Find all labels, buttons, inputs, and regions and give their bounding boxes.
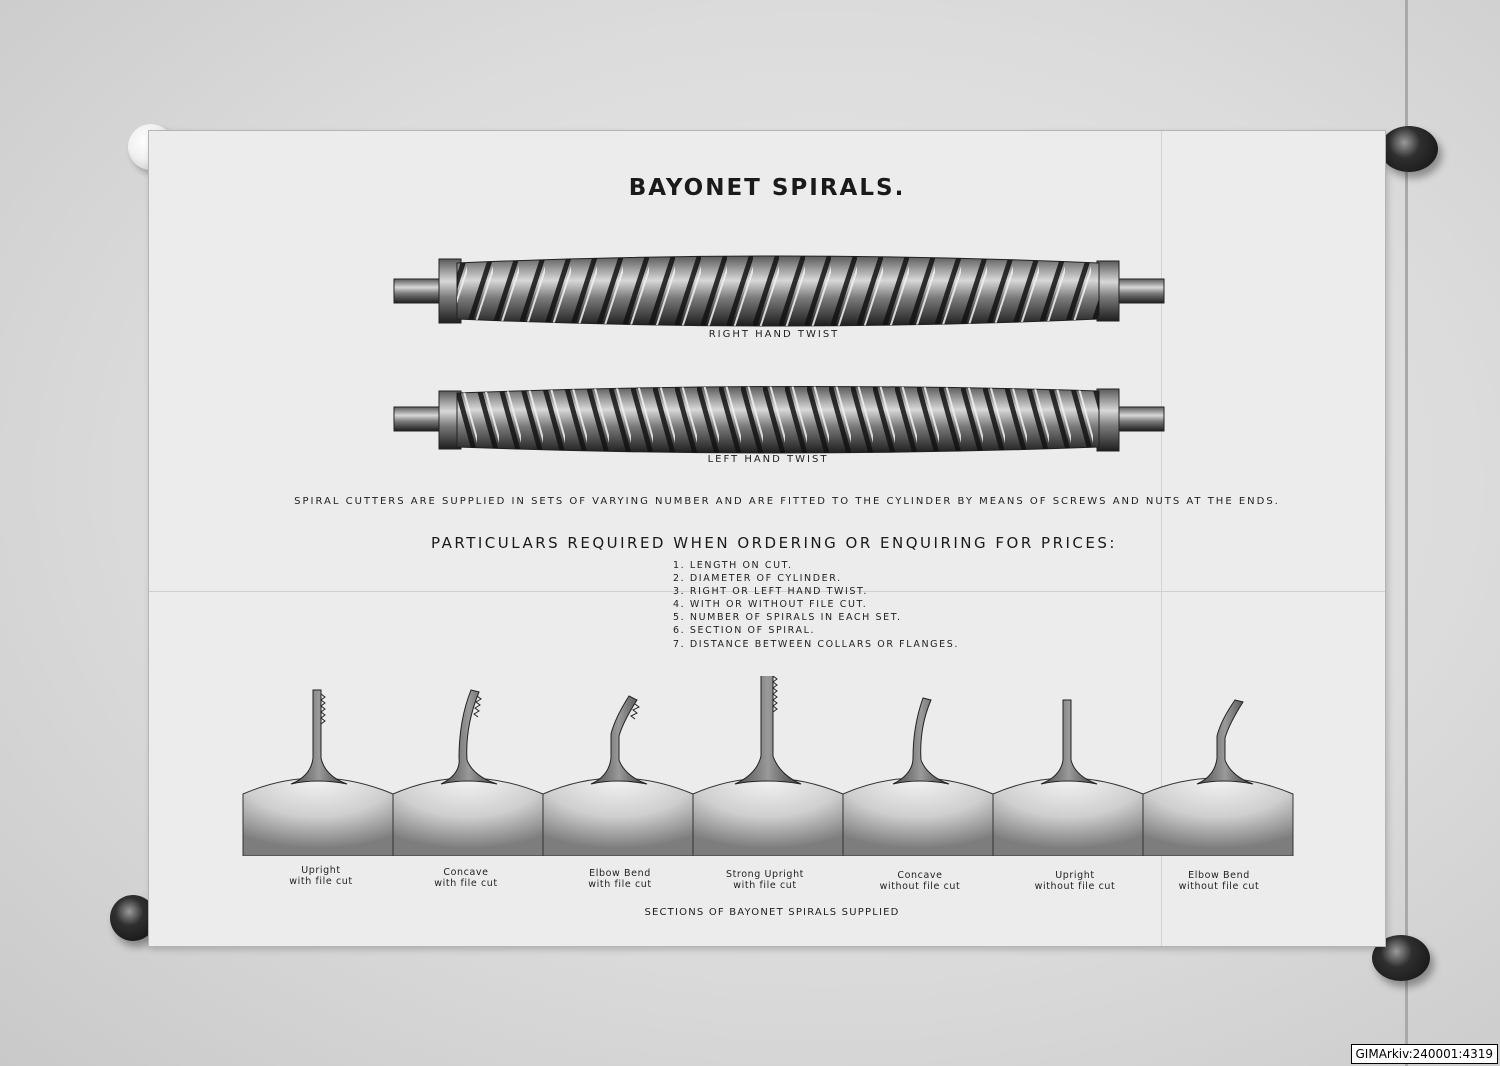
section-elbow-bend-with-file-cut: [543, 696, 693, 856]
section-label: Upright without file cut: [1034, 870, 1116, 892]
section-label: Strong Upright with file cut: [725, 869, 805, 891]
section-label: Concave without file cut: [879, 870, 961, 892]
list-item: 4. WITH OR WITHOUT FILE CUT.: [673, 599, 868, 611]
list-item: 7. DISTANCE BETWEEN COLLARS OR FLANGES.: [673, 638, 959, 650]
list-item: 3. RIGHT OR LEFT HAND TWIST.: [673, 586, 868, 598]
list-item: 1. LENGTH ON CUT.: [673, 560, 793, 571]
list-item: 6. SECTION OF SPIRAL.: [673, 625, 816, 637]
fitting-note: SPIRAL CUTTERS ARE SUPPLIED IN SETS OF VARYING NUMBER AND ARE FITTED TO THE CYLINDER BY MEANS OF SCREWS AND NUTS AT THE ENDS.: [294, 496, 1280, 507]
section-upright-with-file-cut: [243, 690, 393, 856]
section-label: Concave with file cut: [434, 867, 498, 889]
archive-id-label: GIMArkiv:240001:4319: [1351, 1044, 1499, 1064]
section-strong-upright-with-file-cut: [693, 676, 843, 856]
particulars-heading: PARTICULARS REQUIRED WHEN ORDERING OR ENQUIRING FOR PRICES:: [431, 534, 1117, 552]
section-concave-with-file-cut: [393, 690, 543, 856]
section-elbow-bend-without-file-cut: [1143, 700, 1293, 856]
sections-footer-caption: SECTIONS OF BAYONET SPIRALS SUPPLIED: [644, 907, 900, 918]
section-label: Elbow Bend with file cut: [588, 868, 652, 890]
left-hand-twist-caption: LEFT HAND TWIST: [707, 454, 829, 465]
right-hand-twist-illustration: [389, 251, 1169, 331]
section-concave-without-file-cut: [843, 698, 993, 856]
push-pin-top-right: [1380, 126, 1438, 172]
left-hand-twist-illustration: [389, 381, 1169, 461]
poster-title: BAYONET SPIRALS.: [628, 175, 906, 201]
section-label: Elbow Bend without file cut: [1178, 870, 1260, 892]
section-upright-without-file-cut: [993, 700, 1143, 856]
list-item: 5. NUMBER OF SPIRALS IN EACH SET.: [673, 612, 902, 624]
bayonet-spirals-poster: [148, 130, 1386, 947]
right-hand-twist-caption: RIGHT HAND TWIST: [708, 329, 840, 340]
list-item: 2. DIAMETER OF CYLINDER.: [673, 573, 842, 585]
spiral-sections-illustration: [241, 676, 1301, 856]
particulars-list: [673, 559, 959, 651]
section-label: Upright with file cut: [289, 865, 353, 887]
